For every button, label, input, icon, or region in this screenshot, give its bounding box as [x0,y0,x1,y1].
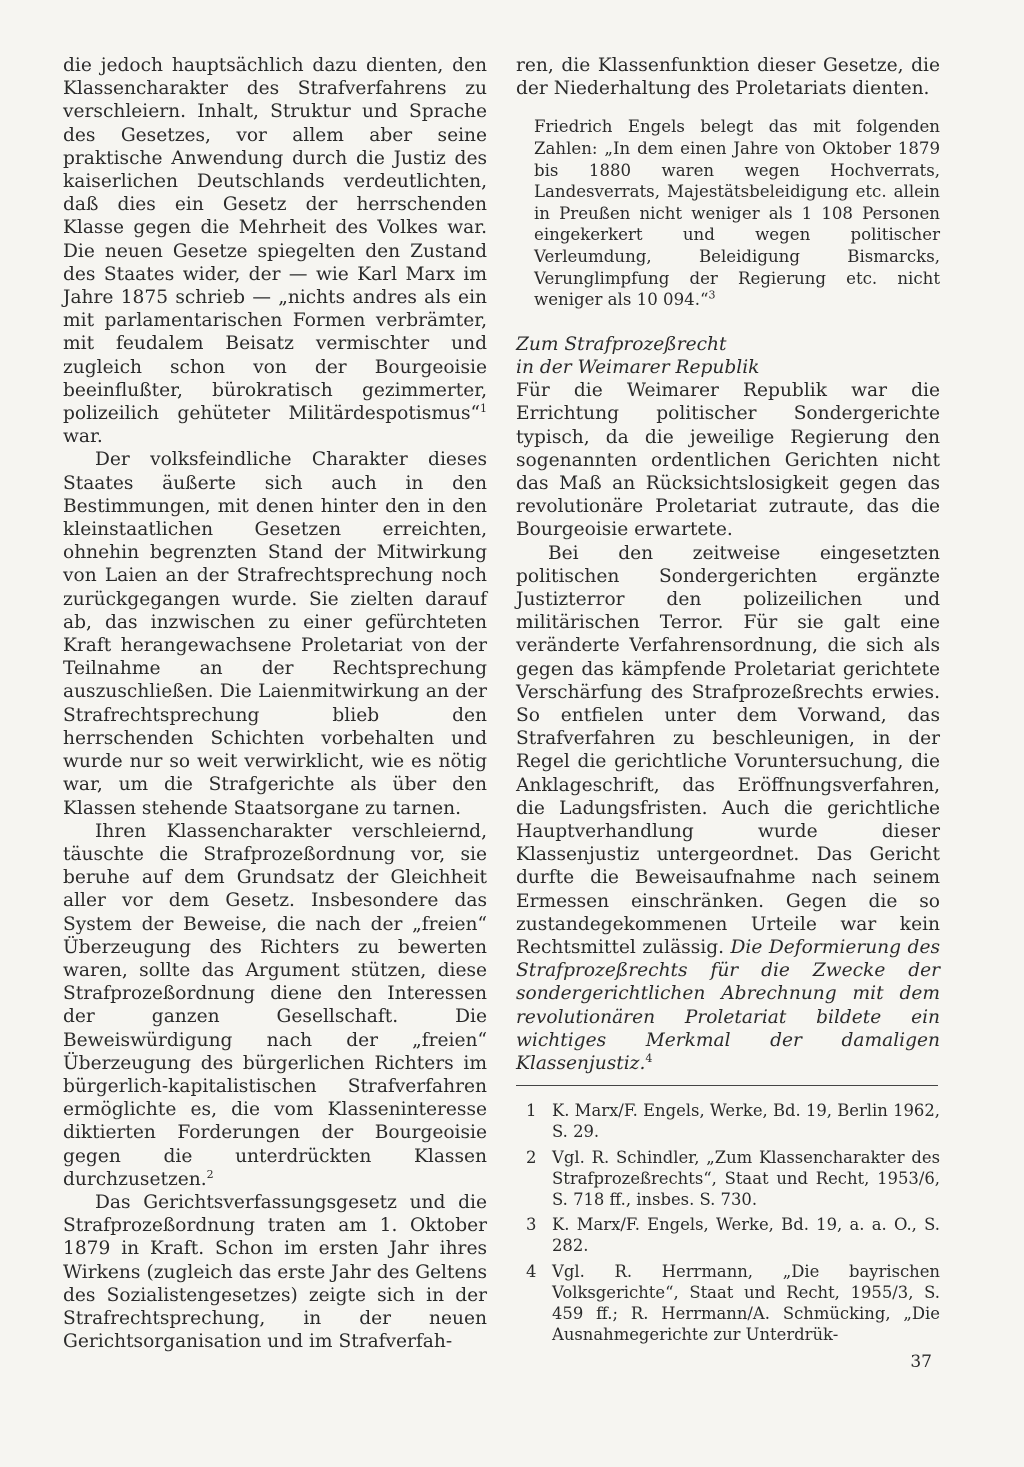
footnote-ref[interactable]: 1 [480,401,487,415]
footnote-ref[interactable]: 4 [645,1051,653,1065]
footnote: 3 K. Marx/F. Engels, Werke, Bd. 19, a. a. O., S. 282. [526,1215,940,1256]
page-number: 37 [910,1352,932,1372]
footnote: 1 K. Marx/F. Engels, Werke, Bd. 19, Berlin 1962, S. 29. [526,1101,940,1142]
right-column [516,54,940,1349]
paragraph: Das Gerichtsverfassungsgesetz und die Strafprozeßordnung traten am 1. Oktober 1879 in Kraft. Schon im ersten Jahr ihres Wirkens (zugleich das erste Jahr des Geltens des Sozialistengesetzes) zeigte sich in der Strafrechtsprechung, in der neuen Gerichtsorganisation und im Strafverfah- [63,1191,487,1353]
paragraph: Ihren Klassencharakter verschleiernd, täuschte die Strafprozeßordnung vor, sie beruhe auf dem Grundsatz der Gleichheit aller vor dem Gesetz. Insbesondere das System der Beweise, die nach der „freien“ Überzeugung des Richters zu bewerten waren, sollte das Argument stützen, diese Strafprozeßordnung diene den Interessen der ganzen Gesellschaft. Die Beweiswürdigung nach der „freien“ Überzeugung des bürgerlichen Richters im bürgerlich-kapitalistischen Strafverfahren ermöglichte es, die vom Klasseninteresse diktierten Forderungen der Bourgeoisie gegen die unterdrückten Klassen durchzusetzen.$^2$ [63,820,487,1190]
footnotes [516,1100,940,1345]
paragraph: Für die Weimarer Republik war die Errichtung politischer Sondergerichte typisch, da die jeweilige Regierung den sogenannten ordentlichen Gerichten nicht das Maß an Rücksichtslosigkeit gegen das revolutionäre Proletariat zutraute, das die Bourgeoisie erwartete. [516,380,940,541]
left-column [63,54,487,1353]
block-quote: Friedrich Engels belegt das mit folgenden Zahlen: „In dem einen Jahre von Oktober 1879 bis 1880 waren wegen Hochverrats, Landesverrats, Majestätsbeleidigung etc. allein in Preußen nicht weniger als 1 108 Personen eingekerkert und wegen politischer Verleumdung, Beleidigung Bismarcks, Verunglimpfung der Regierung etc. nicht weniger als 10 094.“$^3$ [534,117,940,310]
footnote-divider [516,1085,938,1086]
footnote-ref[interactable]: 3 [708,288,716,302]
paragraph: Bei den zeitweise eingesetzten politischen Sondergerichten ergänzte Justizterror den polizeilichen und militärischen Terror. Für sie galt eine veränderte Verfahrensordnung, die sich als gegen das kämpfende Proletariat gerichtete Verschärfung des Strafprozeßrechts erwies. So entfielen unter dem Vorwand, das Strafverfahren zu beschleunigen, in der Regel die gerichtliche Voruntersuchung, die Anklageschrift, das Eröffnungsverfahren, die Ladungsfristen. Auch die gerichtliche Hauptverhandlung wurde dieser Klassenjustiz untergeordnet. Das Gericht durfte die Beweisaufnahme nach seinem Ermessen einschränken. Gegen die so zustandegekommenen Urteile war kein Rechtsmittel zulässig. Die Deformierung des Strafprozeßrechts für die Zwecke der sondergerichtlichen Abrechnung mit dem revolutionären Proletariat bildete ein wichtiges Merkmal der damaligen Klassenjustiz.$^4$ [516,542,940,1075]
footnote: 2 Vgl. R. Schindler, „Zum Klassencharakter des Strafprozeßrechts“, Staat und Recht, 1953/6, S. 718 ff., insbes. S. 730. [526,1147,940,1210]
paragraph: Der volksfeindliche Charakter dieses Staates äußerte sich auch in den Bestimmungen, mit denen hinter den in den kleinstaatlichen Gesetzen erreichten, ohnehin begrenzten Stand der Mitwirkung von Laien an der Strafrechtsprechung noch zurückgegangen wurde. Sie zielten darauf ab, das inzwischen zu einer gefürchteten Kraft herangewachsene Proletariat von der Teilnahme an der Rechtsprechung auszuschließen. Die Laienmitwirkung an der Strafrechtsprechung blieb den herrschenden Schichten vorbehalten und wurde nur so weit verwirklicht, wie es nötig war, um die Strafgerichte als über den Klassen stehende Staatsorgane zu tarnen. [63,449,487,819]
emphasis-text: Die Deformierung des Strafprozeßrechts für die Zwecke der sondergerichtlichen Abrechnung mit dem revolutionären Proletariat bildete ein wichtiges Merkmal der damaligen Klassenjustiz. [516,937,940,1075]
paragraph: die jedoch hauptsächlich dazu dienten, den Klassencharakter des Strafverfahrens zu verschleiern. Inhalt, Struktur und Sprache des Gesetzes, vor allem aber seine praktische Anwendung durch die Justiz des kaiserlichen Deutschlands verdeutlichten, daß dies ein Gesetz der herrschenden Klasse gegen die Mehrheit des Volkes war. Die neuen Gesetze spiegelten den Zustand des Staates wider, der — wie Karl Marx im Jahre 1875 schrieb — „nichts andres als ein mit parlamentarischen Formen verbrämter, mit feudalem Beisatz vermischter und zugleich schon von der Bourgeoisie beeinflußter, bürokratisch gezimmerter, polizeilich gehüteter Militärdespotismus“$^1$ war. [63,55,487,448]
footnote: 4 Vgl. R. Herrmann, „Die bayrischen Volksgerichte“, Staat und Recht, 1955/3, S. 459 ff.; R. Herrmann/A. Schmücking, „Die Ausnahmegerichte zur Unterdrük- [526,1261,940,1345]
paragraph: ren, die Klassenfunktion dieser Gesetze, die der Niederhaltung des Proletariats dienten. [516,55,940,100]
footnote-ref[interactable]: 2 [206,1167,214,1181]
section-heading: Zum Strafprozeßrecht in der Weimarer Republik [516,333,760,378]
